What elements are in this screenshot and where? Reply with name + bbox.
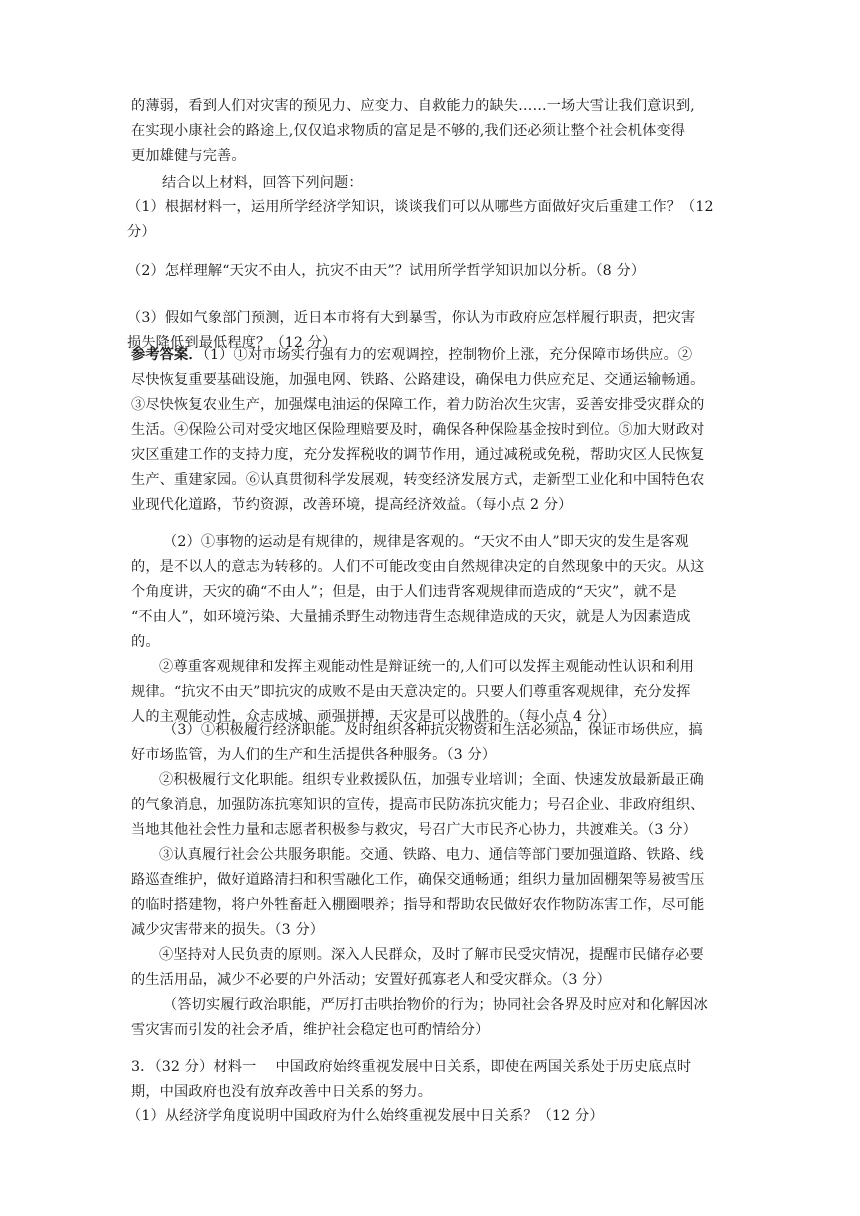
answer-2-part-2: ②尊重客观规律和发挥主观能动性是辩证统一的,人们可以发挥主观能动性认识和利用 规律。“抗灾不由天”即抗灾的成败不是由天意决定的。只要人们尊重客观规律，充分发挥 人的主观能动性，众志成城、顽强拼搏，天灾是可以战胜的。（每小点 4 分） — [131, 659, 695, 725]
answer-1: 参考答案．（1）①对市场实行强有力的宏观调控，控制物价上涨，充分保障市场供应。② 尽快恢复重要基础设施，加强电网、铁路、公路建设，确保电力供应充足、交通运输畅通。 ③尽快恢复农业生产，加强煤电油运的保障工作，着力防治次生灾害，妥善安排受灾群众的 生活。④保险公司对受灾地区保险理赔要及时，确保各种保险基金按时到位。⑤加大财政对 灾区重建工作的支持力度，充分发挥税收的调节作用，通过减税或免税，帮助灾区人民恢复 生产、重建家园。⑥认真贯彻科学发展观，转变经济发展方式，走新型工业化和中国特色农 业现代化道路，节约资源，改善环境，提高经济效益。（每小点 2 分） — [131, 347, 705, 513]
question-3-material: 3．（32 分）材料一 中国政府始终重视发展中日关系，即使在两国关系处于历史底点时 期，中国政府也没有放弃改善中日关系的努力。 — [131, 1059, 692, 1100]
question-1: （1）根据材料一，运用所学经济学知识，谈谈我们可以从哪些方面做好灾后重建工作？（12 分） — [127, 199, 714, 240]
question-prompt: 结合以上材料，回答下列问题： — [162, 175, 363, 191]
answer-3-part-4: ④坚持对人民负责的原则。深入人民群众，及时了解市民受灾情况，提醒市民储存必要 的生活用品，减少不必要的户外活动；安置好孤寡老人和受灾群众。（3 分） — [131, 947, 704, 988]
text-line: 在实现小康社会的路途上,仅仅追求物质的富足是不够的,我们还必须让整个社会机体变得 — [131, 123, 686, 139]
answer-3-part-1: （3）①积极履行经济职能。及时组织各种抗灾物资和生活必须品，保证市场供应，搞 好市场监管，为人们的生产和生活提供各种服务。（3 分） — [131, 722, 703, 763]
answer-2-part-1: （2）①事物的运动是有规律的，规律是客观的。“天灾不由人”即天灾的发生是客观 的，是不以人的意志为转移的。人们不可能改变由自然规律决定的自然现象中的天灾。从这 个角度讲，天灾的确“不由人”；但是，由于人们违背客观规律而造成的“天灾”，就不是 “不由人”，如环境污染、大量捕杀野生动物违背生态规律造成的天灾，就是人为因素造成 的。 — [131, 534, 705, 650]
question-3: （3）假如气象部门预测，近日本市将有大到暴雪，你认为市政府应怎样履行职责，把灾害 损失降低到最低程度？（12 分） — [127, 310, 696, 351]
answer-3-part-2: ②积极履行文化职能。组织专业救援队伍，加强专业培训；全面、快速发放最新最正确 的气象消息，加强防冻抗寒知识的宣传，提高市民防冻抗灾能力；号召企业、非政府组织、 当地其他社会性力量和志愿者积极参与救灾，号召广大市民齐心协力，共渡难关。（3 分） — [131, 772, 705, 838]
text-line: 的薄弱，看到人们对灾害的预见力、应变力、自救能力的缺失……一场大雪让我们意识到, — [131, 98, 695, 114]
text-line: 更加雄健与完善。 — [131, 148, 246, 164]
answer-3-part-3: ③认真履行社会公共服务职能。交通、铁路、电力、通信等部门要加强道路、铁路、线 路巡查维护，做好道路清扫和积雪融化工作，确保交通畅通；组织力量加固棚架等易被雪压 的临时搭建物，将户外牲畜赶入棚圈喂养；指导和帮助农民做好农作物防冻害工作，尽可能 减少灾害带来的损失。（3 分） — [131, 847, 705, 938]
answer-3-note: （答切实履行政治职能，严厉打击哄抬物价的行为；协同社会各界及时应对和化解因冰 雪灾害而引发的社会矛盾，维护社会稳定也可酌情给分） — [131, 997, 708, 1038]
question-3-sub-1: （1）从经济学角度说明中国政府为什么始终重视发展中日关系？（12 分） — [127, 1108, 604, 1124]
answer-heading: 参考答案． — [131, 347, 203, 363]
question-2: （2）怎样理解“天灾不由人，抗灾不由天”？试用所学哲学知识加以分析。（8 分） — [127, 263, 646, 279]
intro-paragraph — [131, 94, 731, 169]
